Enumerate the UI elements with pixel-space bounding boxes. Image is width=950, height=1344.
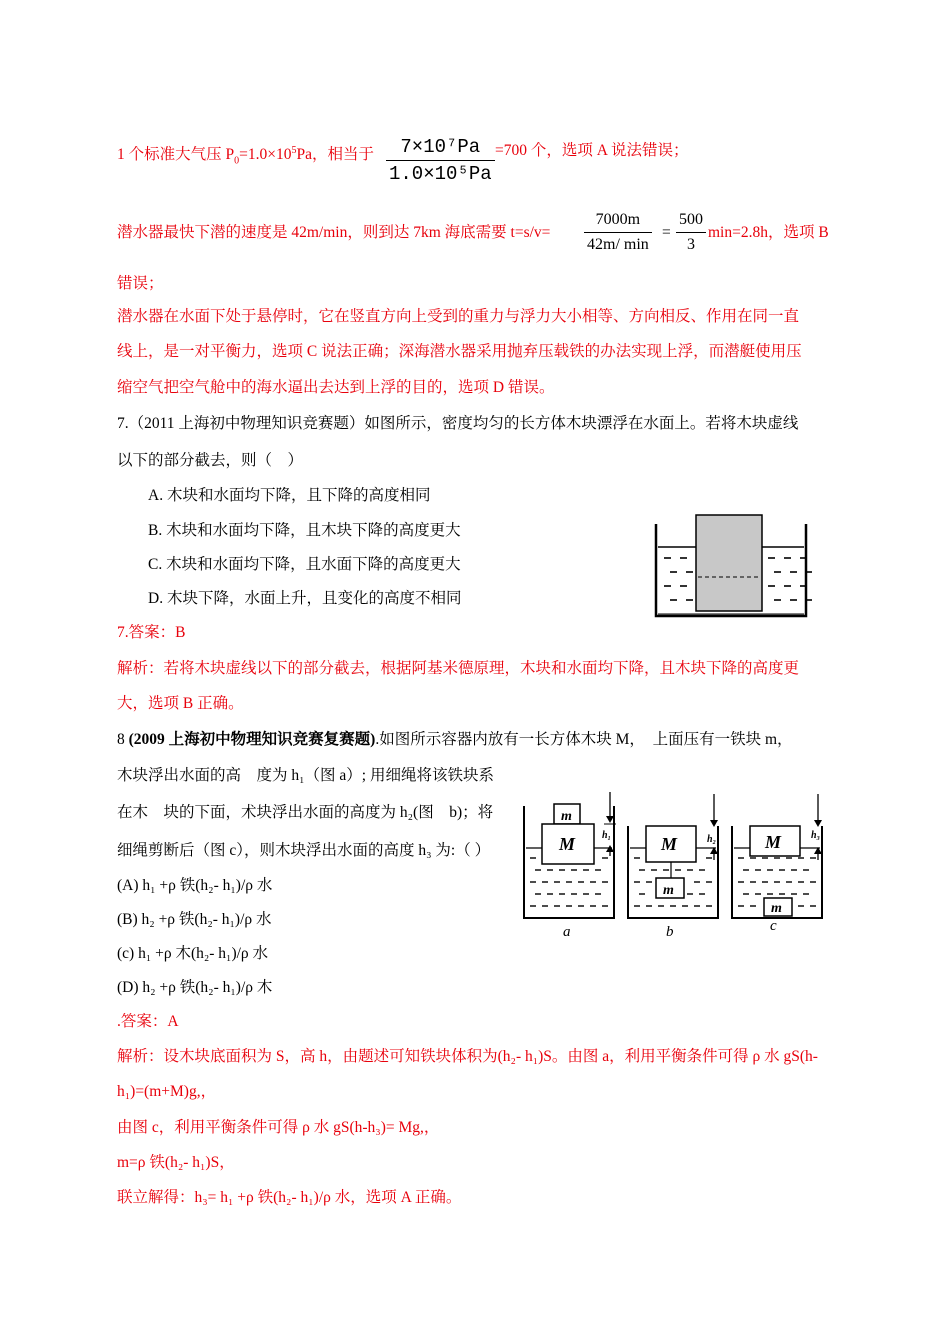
time-fraction-1: 7000m 42m/ min	[584, 208, 652, 257]
q7-figure-floating-block	[652, 510, 812, 622]
svg-text:c: c	[770, 918, 777, 934]
hover-analysis-line2: 线上，是一对平衡力，选项 C 说法正确；深海潜水器采用抛弃压载铁的办法实现上浮，而潜艇使用压	[117, 343, 802, 360]
svg-text:h₃: h₃	[811, 830, 821, 841]
hover-analysis-line1: 潜水器在水面下处于悬停时，它在竖直方向上受到的重力与浮力大小相等、方向相反、作用在同一直	[117, 308, 800, 325]
svg-text:m: m	[771, 901, 782, 916]
svg-text:h₂: h₂	[707, 834, 717, 845]
q8-option-c: (c) h₁ +ρ 木(h₂- h₁)/ρ 水	[117, 945, 269, 962]
svg-text:M: M	[661, 834, 678, 854]
container-b	[628, 794, 718, 940]
q8-stem-line2: 木块浮出水面的高 度为 h₁（图 a）; 用细绳将该铁块系	[117, 767, 494, 784]
q7-stem-line1: 7.（2011 上海初中物理知识竞赛题）如图所示，密度均匀的长方体木块漂浮在水面上。若将木块虚线	[117, 415, 799, 432]
q8-stem-line4: 细绳剪断后（图 c），则木块浮出水面的高度 h₃ 为:（ ）	[117, 842, 491, 859]
svg-text:M: M	[765, 832, 782, 852]
svg-text:a: a	[563, 924, 571, 940]
q7-option-d: D. 木块下降，水面上升，且变化的高度不相同	[148, 590, 462, 607]
q8-stem-line1: 8 (2009 上海初中物理知识竞赛复赛题).如图所示容器内放有一长方体木块 M， 上面压有一铁块 m，	[117, 731, 793, 748]
q7-analysis-line1: 解析：若将木块虚线以下的部分截去，根据阿基米德原理，木块和水面均下降，且木块下降的高度更	[117, 660, 800, 677]
svg-text:b: b	[666, 924, 674, 940]
q8-analysis-line3: 由图 c，利用平衡条件可得 ρ 水 gS(h-h₃)= Mg,，	[117, 1119, 440, 1136]
q7-stem-line2: 以下的部分截去，则（ ）	[117, 452, 304, 469]
svg-text:M: M	[559, 834, 576, 854]
svg-text:m: m	[561, 809, 572, 824]
speed-calc-line2: 错误；	[117, 275, 164, 292]
atmosphere-calc-line: 1 个标准大气压 $P_0=1.0\times 10^5Pa$，相当于	[117, 145, 374, 167]
fraction-denominator: 1.0×10⁵Pa	[389, 163, 492, 185]
q8-option-a: (A) h₁ +ρ 铁(h₂- h₁)/ρ 水	[117, 877, 273, 894]
q8-option-b: (B) h₂ +ρ 铁(h₂- h₁)/ρ 水	[117, 911, 272, 928]
q7-option-a: A. 木块和水面均下降，且下降的高度相同	[148, 487, 431, 504]
container-a	[524, 792, 616, 940]
speed-calc-tail: min=2.8h，选项 B	[708, 224, 829, 241]
atmosphere-calc-tail: =700 个，选项 A 说法错误；	[495, 142, 689, 159]
time-fraction-2: $\frac{500}{3}$	[676, 208, 706, 257]
q8-answer: .答案：A	[117, 1013, 179, 1030]
q8-analysis-line5: 联立解得：h₃= h₁ +ρ 铁(h₂- h₁)/ρ 水，选项 A 正确。	[117, 1189, 462, 1206]
q7-option-b: B. 木块和水面均下降，且木块下降的高度更大	[148, 522, 461, 539]
q8-analysis-line2: h₁)=(m+M)g,，	[117, 1083, 217, 1100]
hover-analysis-line3: 缩空气把空气舱中的海水逼出去达到上浮的目的，选项 D 错误。	[117, 379, 555, 396]
q8-analysis-line4: m=ρ 铁(h₂- h₁)S，	[117, 1154, 235, 1171]
q7-analysis-line2: 大，选项 B 正确。	[117, 695, 244, 712]
equals-sign: =	[662, 224, 671, 241]
pressure-fraction	[386, 134, 495, 187]
q8-analysis-line1: 解析：设木块底面积为 S，高 h，由题述可知铁块体积为(h₂- h₁)S。由图 a，利用平衡条件可得 ρ 水 gS(h-	[117, 1048, 818, 1065]
q8-stem-line3: 在木 块的下面，术块浮出水面的高度为 h₂(图 b)；将	[117, 804, 494, 821]
fraction-numerator: 7×10⁷Pa	[386, 134, 495, 161]
q7-option-c: C. 木块和水面均下降，且水面下降的高度更大	[148, 556, 461, 573]
q8-figure-three-containers	[518, 790, 838, 950]
container-c	[732, 794, 822, 934]
speed-calc-line: 潜水器最快下潜的速度是 42m/min，则到达 7km 海底需要 t=s/v=	[117, 224, 551, 241]
q8-option-d: (D) h₂ +ρ 铁(h₂- h₁)/ρ 木	[117, 979, 273, 996]
svg-text:m: m	[663, 883, 674, 898]
q7-answer: 7.答案：B	[117, 624, 186, 641]
svg-text:h₁: h₁	[602, 830, 612, 841]
wood-block	[696, 515, 762, 611]
